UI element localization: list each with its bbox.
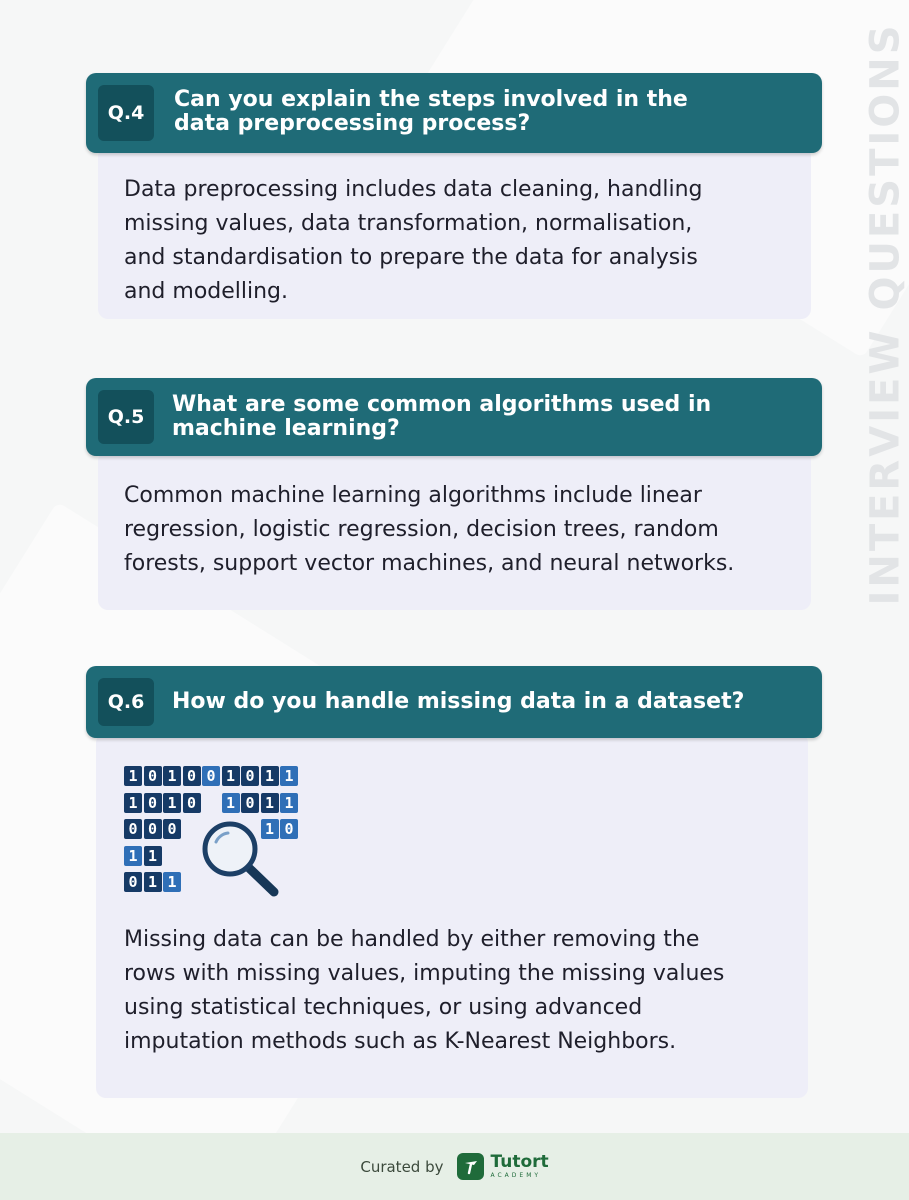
binary-digit: 0 (124, 819, 142, 839)
brand-subtitle: ACADEMY (490, 1172, 542, 1179)
binary-digit: 1 (124, 766, 142, 786)
binary-digit: 1 (144, 846, 162, 866)
binary-digit: 0 (163, 819, 181, 839)
binary-digit: 0 (144, 766, 162, 786)
binary-digit: 0 (183, 793, 201, 813)
binary-digit: 0 (280, 819, 298, 839)
brand-name: Tutort (490, 1152, 549, 1172)
tutort-logo-icon (457, 1153, 484, 1180)
question-header-q6 (86, 666, 822, 738)
binary-digit: 1 (280, 766, 298, 786)
binary-digit: 0 (202, 766, 220, 786)
answer-text-q6: Missing data can be handled by either removing the rows with missing values, imputing the missing values using statistical techniques, or using advanced imputation methods such as K-Nearest Neighbors. (124, 927, 725, 1054)
curated-by-label: Curated by (360, 1157, 444, 1176)
binary-digit: 0 (241, 793, 259, 813)
question-title-q5: What are some common algorithms used in machine learning? (172, 392, 712, 441)
magnifying-glass-icon (198, 818, 284, 900)
binary-digit: 0 (241, 766, 259, 786)
binary-digit: 1 (261, 793, 279, 813)
binary-digit: 1 (163, 872, 181, 892)
question-badge-q6: Q.6 (98, 678, 154, 726)
binary-digit: 1 (163, 793, 181, 813)
question-badge-q5: Q.5 (98, 390, 154, 444)
binary-digit: 0 (144, 819, 162, 839)
tutort-logo[interactable] (457, 1153, 548, 1180)
binary-digit: 1 (163, 766, 181, 786)
binary-digit: 1 (261, 819, 279, 839)
binary-digit: 0 (183, 766, 201, 786)
binary-digit: 1 (124, 793, 142, 813)
question-header-q5 (86, 378, 822, 456)
question-badge-q4: Q.4 (98, 85, 154, 141)
binary-digit: 1 (124, 846, 142, 866)
question-title-q4: Can you explain the steps involved in the data preprocessing process? (174, 87, 688, 136)
binary-digit: 1 (222, 793, 240, 813)
footer (0, 1133, 909, 1200)
binary-digit: 1 (144, 872, 162, 892)
question-header-q4 (86, 73, 822, 153)
binary-digit: 1 (222, 766, 240, 786)
binary-digit: 0 (124, 872, 142, 892)
binary-digit: 0 (144, 793, 162, 813)
binary-digit: 1 (261, 766, 279, 786)
question-title-q6: How do you handle missing data in a dataset? (172, 689, 745, 714)
binary-digit: 1 (280, 793, 298, 813)
side-label: INTERVIEW QUESTIONS (863, 22, 909, 606)
answer-text-q4: Data preprocessing includes data cleaning, handling missing values, data transformation, normalisation, and standardisation to prepare the data for analysis and modelling. (124, 177, 703, 304)
answer-text-q5: Common machine learning algorithms include linear regression, logistic regression, decision trees, random forests, support vector machines, and neural networks. (124, 483, 735, 576)
